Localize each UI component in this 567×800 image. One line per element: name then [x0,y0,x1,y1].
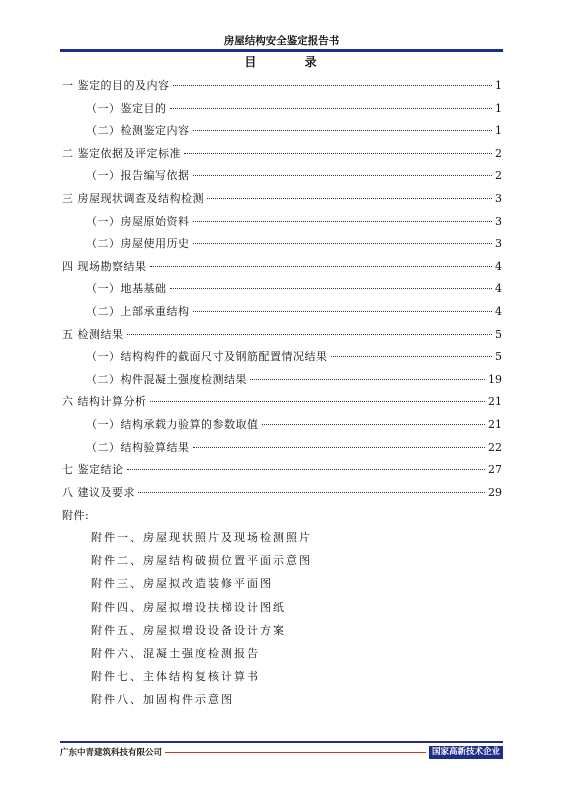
toc-entry-page: 4 [495,304,502,318]
toc-entry-label: （二）构件混凝土强度检测结果 [86,372,247,386]
toc-entry-page: 5 [495,327,502,341]
attachment-item: 附件五、房屋拟增设设备设计方案 [91,623,286,637]
toc-dot-leader [184,153,492,154]
toc-dot-leader [150,266,493,267]
attachment-item: 附件四、房屋拟增设扶梯设计图纸 [91,600,286,614]
toc-entry[interactable] [62,304,502,327]
toc-entry-label: （二）上部承重结构 [86,304,190,318]
toc-dot-leader [193,311,493,312]
toc-entry-label: （二）结构验算结果 [86,440,190,454]
toc-entry-label: 四 现场勘察结果 [62,259,147,273]
toc-entry-label: 六 结构计算分析 [62,395,147,409]
toc-entry-page: 1 [495,101,502,115]
toc-entry-page: 22 [488,440,502,454]
toc-entry[interactable] [62,191,502,214]
toc-entry-page: 21 [488,417,502,431]
toc-entry[interactable] [62,214,502,237]
toc-entry-label: （一）结构承载力验算的参数取值 [86,417,259,431]
attachment-item: 附件二、房屋结构破损位置平面示意图 [91,554,312,568]
toc-dot-leader [193,175,493,176]
toc-entry[interactable] [62,417,502,440]
toc-dot-leader [193,221,493,222]
toc-dot-leader [331,356,493,357]
footer-divider [60,741,503,743]
toc-entry-page: 3 [495,214,502,228]
footer-red-line [165,752,426,753]
toc-entry-page: 3 [495,237,502,251]
toc-entry-label: （二）检测鉴定内容 [86,124,190,138]
toc-entry-label: 一 鉴定的目的及内容 [62,79,170,92]
toc-entry-label: （二）房屋使用历史 [86,237,190,251]
toc-entry[interactable] [62,78,502,101]
toc-entry-page: 19 [488,372,502,386]
toc-entry[interactable] [62,259,502,282]
toc-entry-label: （一）鉴定目的 [86,101,167,115]
toc-entry[interactable] [62,440,502,463]
attachments-list [91,530,312,716]
toc-entry[interactable] [62,327,502,350]
page-footer [60,745,503,759]
toc-dot-leader [250,379,485,380]
toc-entry-page: 27 [488,463,502,477]
toc-dot-leader [193,447,486,448]
header-divider [60,49,503,52]
toc-entry[interactable] [62,349,502,372]
attachment-item: 附件八、加固构件示意图 [91,693,234,707]
toc-entry-page: 4 [495,259,502,273]
toc-entry-label: 二 鉴定依据及评定标准 [62,146,181,160]
toc-dot-leader [138,492,485,493]
toc-entry[interactable] [62,485,502,508]
toc-entry-page: 5 [495,350,502,364]
attachment-item: 附件六、混凝土强度检测报告 [91,646,260,660]
toc-entry[interactable] [62,146,502,169]
toc-dot-leader [150,401,486,402]
toc-entry-page: 1 [495,124,502,138]
attachment-item: 附件七、主体结构复核计算书 [91,670,260,684]
toc-entry-page: 29 [488,485,502,499]
toc-entry-label: （一）地基基础 [86,282,167,296]
toc-entry-label: （一）房屋原始资料 [86,214,190,228]
toc-entry-page: 2 [495,146,502,160]
table-of-contents [62,78,502,507]
toc-entry-label: 五 检测结果 [62,327,124,341]
toc-entry-page: 3 [495,191,502,205]
toc-entry[interactable] [62,123,502,146]
toc-entry-label: （一）结构构件的截面尺寸及钢筋配置情况结果 [86,350,328,364]
toc-entry[interactable] [62,372,502,395]
toc-dot-leader [170,288,493,289]
toc-dot-leader [173,85,493,86]
toc-entry-label: 八 建议及要求 [62,485,135,499]
toc-dot-leader [127,469,486,470]
toc-dot-leader [170,108,493,109]
footer-badge: 国家高新技术企业 [429,746,503,759]
toc-entry-page: 21 [488,395,502,409]
toc-entry[interactable] [62,462,502,485]
toc-entry[interactable] [62,168,502,191]
toc-entry-page: 1 [495,79,502,92]
toc-dot-leader [193,130,493,131]
toc-entry-label: （一）报告编写依据 [86,169,190,183]
footer-company-name: 广东中青建筑科技有限公司 [60,748,163,758]
toc-dot-leader [127,334,493,335]
toc-dot-leader [193,243,493,244]
toc-entry[interactable] [62,394,502,417]
toc-entry-label: 七 鉴定结论 [62,463,124,477]
toc-dot-leader [207,198,492,199]
toc-entry-label: 三 房屋现状调查及结构检测 [62,191,204,205]
toc-title: 目 录 [244,55,319,69]
toc-entry[interactable] [62,101,502,124]
attachment-item: 附件三、房屋拟改造装修平面图 [91,577,273,591]
toc-dot-leader [262,424,486,425]
report-header-title: 房屋结构安全鉴定报告书 [223,35,340,47]
toc-entry[interactable] [62,236,502,259]
toc-entry-page: 4 [495,282,502,296]
attachment-item: 附件一、房屋现状照片及现场检测照片 [91,531,312,544]
toc-entry[interactable] [62,281,502,304]
toc-entry-page: 2 [495,169,502,183]
attachments-heading: 附件: [62,509,90,522]
